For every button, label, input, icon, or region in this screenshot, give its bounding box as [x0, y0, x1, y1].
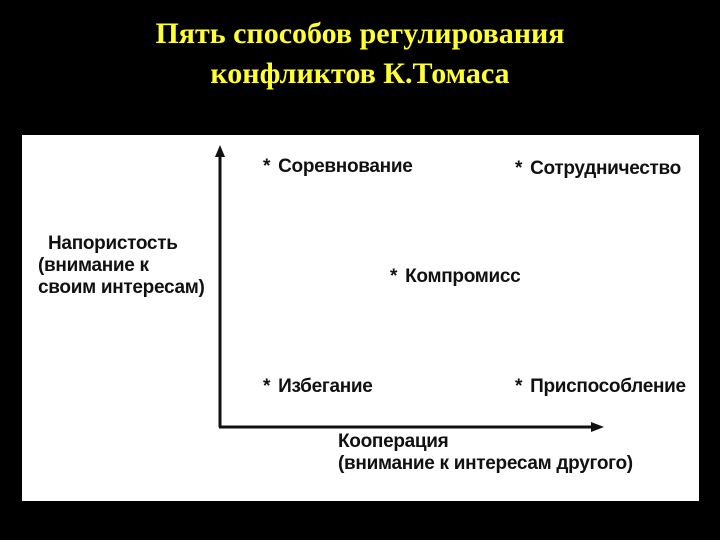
y-axis-arrowhead	[215, 145, 225, 157]
diagram-panel	[22, 135, 699, 501]
style-avoidance	[263, 376, 373, 398]
y-axis-label	[38, 233, 205, 299]
style-collaboration	[515, 158, 681, 180]
style-collaboration-label: Сотрудничество	[530, 158, 681, 179]
bullet-star: *	[515, 158, 523, 179]
y-axis-label-line-2: (внимание к	[38, 255, 149, 276]
slide-title-line-2: конфликтов К.Томаса	[210, 57, 510, 90]
x-axis-label-line-1: Кооперация	[338, 431, 449, 452]
style-competition	[263, 156, 413, 178]
style-competition-label: Соревнование	[278, 156, 413, 177]
x-axis-label-line-2: (внимание к интересам другого)	[338, 453, 633, 474]
slide-title	[0, 14, 720, 94]
y-axis-label-line-3: своим интересам)	[38, 277, 205, 298]
slide-title-line-1: Пять способов регулирования	[155, 17, 565, 50]
style-accommodation	[515, 376, 686, 398]
style-accommodation-label: Приспособление	[530, 376, 686, 397]
bullet-star: *	[390, 266, 398, 287]
x-axis-label	[338, 431, 633, 475]
bullet-star: *	[263, 156, 271, 177]
bullet-star: *	[515, 376, 523, 397]
style-avoidance-label: Избегание	[278, 376, 373, 397]
style-compromise	[390, 266, 520, 288]
y-axis-label-line-1: Напористость	[48, 233, 178, 254]
style-compromise-label: Компромисс	[405, 266, 521, 287]
bullet-star: *	[263, 376, 271, 397]
